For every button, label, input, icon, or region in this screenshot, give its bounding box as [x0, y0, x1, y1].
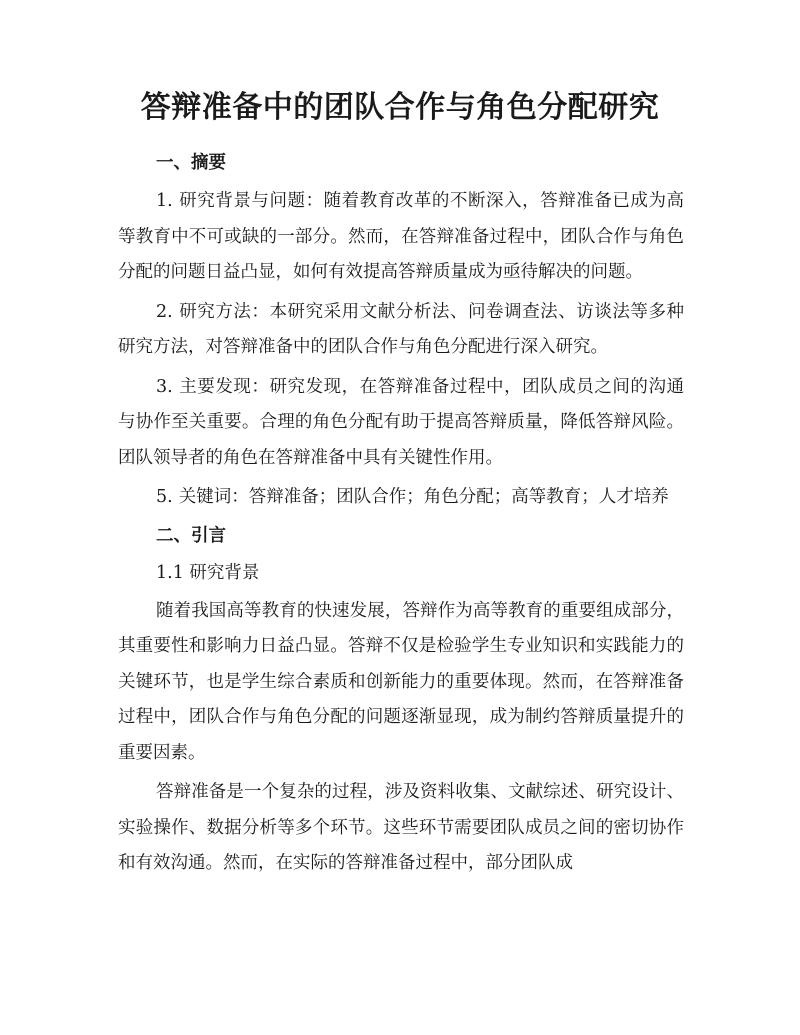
intro-paragraph-2: 答辩准备是一个复杂的过程，涉及资料收集、文献综述、研究设计、实验操作、数据分析等多个环节。这些环节需要团队成员之间的密切协作和有效沟通。然而，在实际的答辩准备过程中，部分团队成	[118, 782, 684, 873]
abstract-item-keywords	[118, 480, 684, 516]
section-heading-abstract: 一、摘要	[156, 153, 226, 173]
item-number: 2.	[156, 301, 173, 322]
item-text: 主要发现：研究发现，在答辩准备过程中，团队成员之间的沟通与协作至关重要。合理的角色分配有助于提高答辩质量，降低答辩风险。团队领导者的角色在答辩准备中具有关键性作用。	[118, 376, 684, 468]
item-number: 3.	[156, 376, 173, 397]
intro-paragraph-1: 随着我国高等教育的快速发展，答辩作为高等教育的重要组成部分，其重要性和影响力日益凸显。答辩不仅是检验学生专业知识和实践能力的关键环节，也是学生综合素质和创新能力的重要体现。然而，在答辩准备过程中，团队合作与角色分配的问题逐渐显现，成为制约答辩质量提升的重要因素。	[118, 600, 684, 763]
abstract-item-3	[118, 370, 684, 477]
abstract-item-2	[118, 295, 684, 366]
section-heading-introduction: 二、引言	[156, 525, 226, 546]
document-body	[118, 147, 684, 886]
item-text: 关键词：答辩准备；团队合作；角色分配；高等教育；人才培养	[178, 487, 669, 507]
abstract-item-1	[118, 184, 684, 291]
document-title: 答辩准备中的团队合作与角色分配研究	[140, 90, 660, 125]
subsection-heading-background: 1.1 研究背景	[156, 562, 260, 583]
item-number: 1.	[156, 191, 173, 211]
item-text: 研究背景与问题：随着教育改革的不断深入，答辩准备已成为高等教育中不可或缺的一部分。然而，在答辩准备过程中，团队合作与角色分配的问题日益凸显，如何有效提高答辩质量成为亟待解决的问题。	[118, 191, 684, 282]
item-number: 5.	[156, 487, 173, 507]
item-text: 研究方法：本研究采用文献分析法、问卷调查法、访谈法等多种研究方法，对答辩准备中的团队合作与角色分配进行深入研究。	[118, 301, 684, 357]
